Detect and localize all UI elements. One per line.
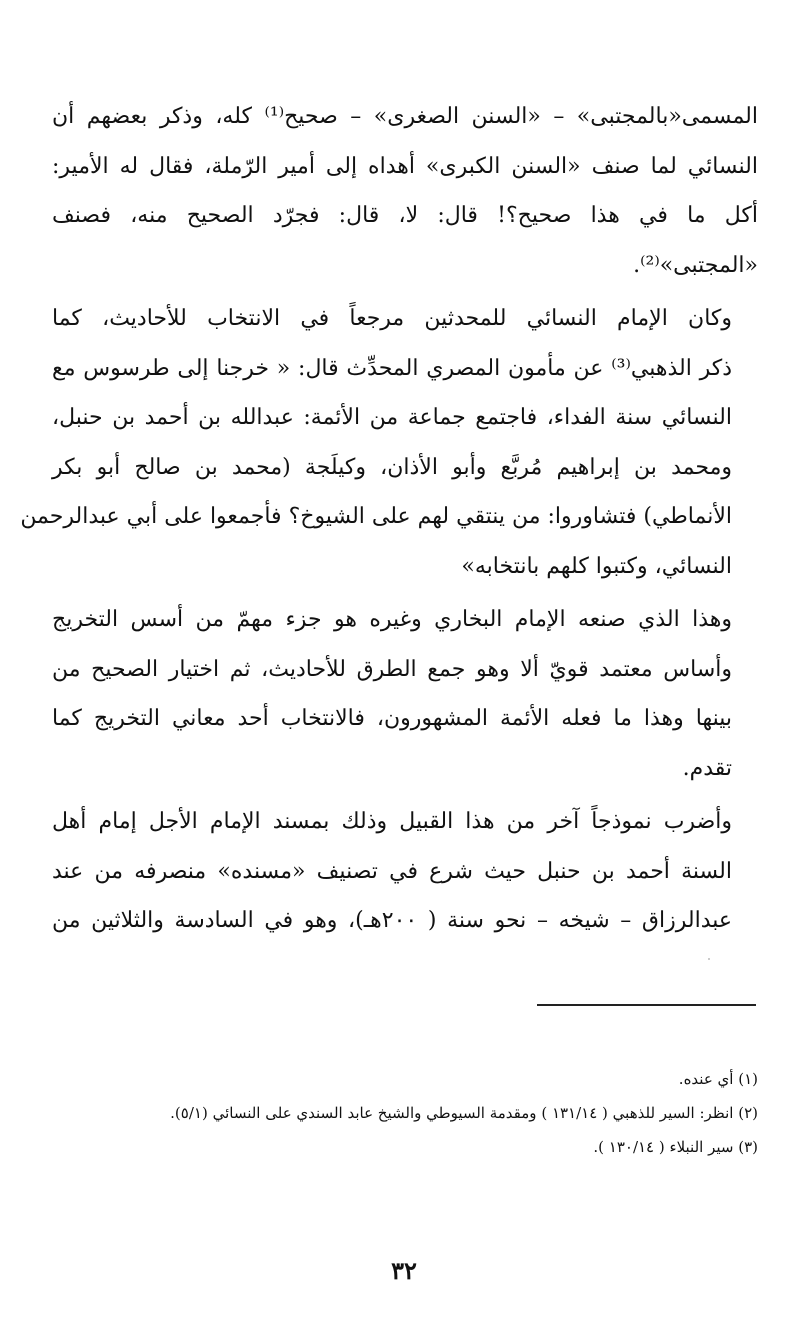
paragraph-4 [52,797,758,946]
footnote-1: (١) أي عنده. [678,1070,758,1088]
text-line: وأساس معتمد قويّ ألا وهو جمع الطرق للأحاديث، ثم اختيار الصحيح من [52,656,732,682]
footnotes [52,1062,758,1164]
text-line: النسائي، وكتبوا كلهم بانتخابه» [461,553,732,579]
text-line: النسائي سنة الفداء، فاجتمع جماعة من الأئمة: عبدالله بن أحمد بن حنبل، [52,405,732,430]
text-line: ومحمد بن إبراهيم مُربَّع وأبو الأذان، وكيلَجة (محمد بن صالح أبو بكر [52,454,732,480]
footnote-2: (٢) انظر: السير للذهبي ( ١٣١/١٤ ) ومقدمة السيوطي والشيخ عابد السندي على النسائي (٥/١). [170,1104,758,1122]
text-line: وكان الإمام النسائي للمحدثين مرجعاً في الانتخاب للأحاديث، كما [52,306,732,331]
text-line: النسائي لما صنف «السنن الكبرى» أهداه إلى أمير الرّملة، فقال له الأمير: [52,153,758,179]
paragraph-1 [52,92,758,290]
text-line: السنة أحمد بن حنبل حيث شرع في تصنيف «مسنده» منصرفه من عند [52,858,732,884]
text-line: «المجتبى»⁽²⁾. [633,252,758,278]
text-line: عبدالرزاق – شيخه – نحو سنة ( ٢٠٠هـ)، وهو في السادسة والثلاثين من [52,908,733,933]
text-line: أكل ما في هذا صحيح؟! قال: لا، قال: فجرّد الصحيح منه، فصنف [52,203,758,228]
paragraph-2 [20,294,758,591]
text-line: بينها وهذا ما فعله الأئمة المشهورون، فالانتخاب أحد معاني التخريج كما [52,706,732,731]
paragraph-3 [52,595,758,793]
footnote-separator [537,1004,756,1006]
footnote-3: (٣) سير النبلاء ( ١٣٠/١٤ ). [593,1138,758,1156]
text-line: ذكر الذهبي⁽³⁾ عن مأمون المصري المحدِّث قال: « خرجنا إلى طرسوس مع [52,355,733,381]
text-line: وأضرب نموذجاً آخر من هذا القبيل وذلك بمسند الإمام الأجل إمام أهل [52,809,732,834]
text-line: المسمى«بالمجتبى» – «السنن الصغرى» – صحيح⁽¹⁾ كله، وذكر بعضهم أن [52,104,758,129]
text-line: تقدم. [682,755,732,781]
page-number: ٣٢ [391,1256,417,1285]
main-text [20,92,758,950]
text-line: الأنماطي) فتشاوروا: من ينتقي لهم على الشيوخ؟ فأجمعوا على أبي عبدالرحمن [20,504,732,529]
scan-speck [708,958,710,960]
text-line: وهذا الذي صنعه الإمام البخاري وغيره هو جزء مهمّ من أسس التخريج [52,607,732,632]
